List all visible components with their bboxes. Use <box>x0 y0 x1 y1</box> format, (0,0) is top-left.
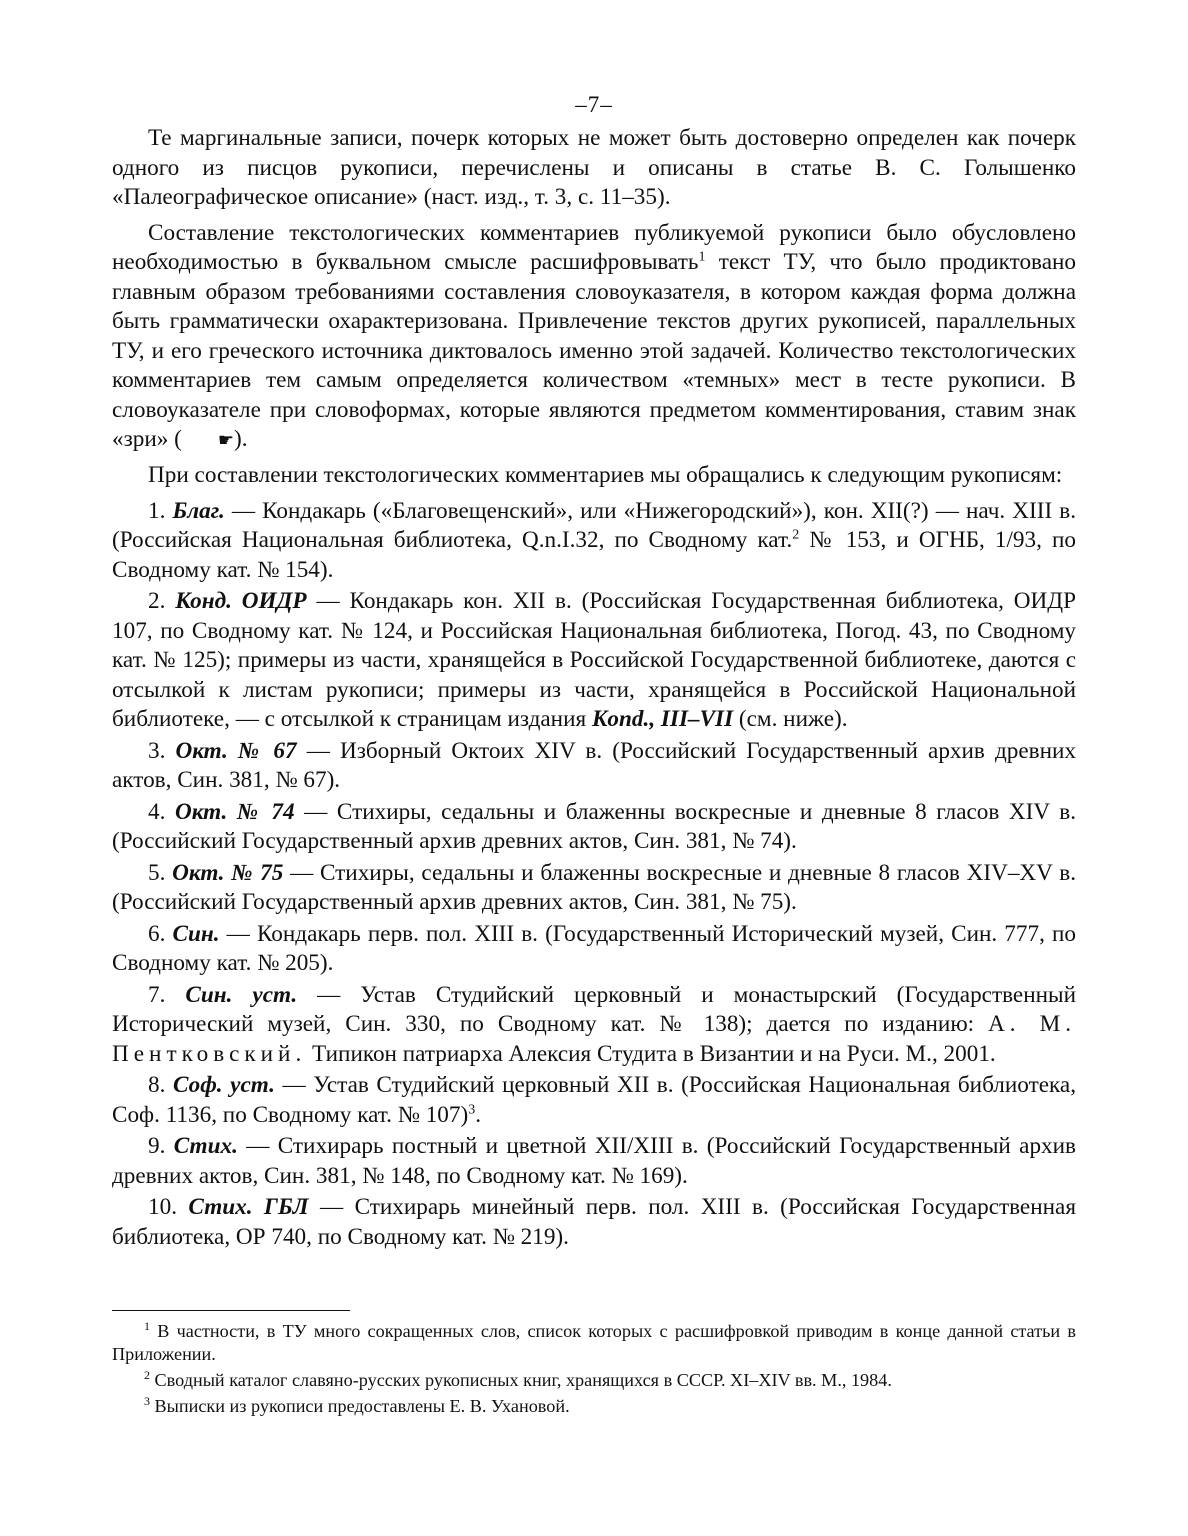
list-item: 8. Соф. уст. — Устав Студийский церковный XII в. (Российская Национальная библиотека, Соф. 1136, по Сводному кат. № 107)$^3$. <box>112 1072 1076 1128</box>
paragraph-text: ). <box>234 426 248 452</box>
list-item: 9. Стих. — Стихирарь постный и цветной XII/XIII в. (Российский Государственный архив древних актов, Син. 381, № 148, по Сводному кат. № 169). <box>112 1133 1076 1189</box>
footnote <box>112 1320 1076 1366</box>
paragraph-text: Составление текстологических комментариев публикуемой рукописи было обусловлено необходимостью в буквальном смысле расшифровывать <box>112 219 1076 275</box>
footnote-divider <box>112 1310 350 1311</box>
list-item: 3. Окт. № 67 — Изборный Октоих XIV в. (Российский Государственный архив древних актов, Син. 381, № 67). <box>112 737 1076 794</box>
manuscript-abbr: Окт. № 67 <box>175 737 297 764</box>
footnote-text: Сводный каталог славяно-русских рукописных книг, хранящихся в СССР. XI–XIV вв. М., 1984. <box>150 1370 892 1390</box>
list-item: 5. Окт. № 75 — Стихиры, седальны и блаженны воскресные и дневные 8 гласов XIV–XV в. (Российский Государственный архив древних актов, Син. 381, № 75). <box>112 859 1076 916</box>
footnote-text: Выписки из рукописи предоставлены Е. В. Ухановой. <box>150 1396 570 1416</box>
manuscript-abbr: Окт. № 74 <box>174 798 295 825</box>
footnote-ref-3[interactable]: 3 <box>468 1102 476 1118</box>
footnote <box>112 1369 1076 1392</box>
footnote-text: В частности, в ТУ много сокращенных слов, список которых с расшифровкой приводим в конце данной статьи в Приложении. <box>112 1321 1076 1364</box>
footnote-ref-1[interactable]: 1 <box>698 249 706 265</box>
page-number: –7– <box>575 92 613 117</box>
manuscript-abbr: Стих. ГБЛ <box>188 1194 309 1221</box>
main-text <box>112 124 1076 1254</box>
footnote-mark: 2 <box>144 1367 150 1382</box>
list-item: 6. Син. — Кондакарь перв. пол. XIII в. (Государственный Исторический музей, Син. 777, по Сводному кат. № 205). <box>112 920 1077 977</box>
manuscript-abbr: Син. <box>172 920 220 947</box>
manuscript-abbr: Син. уст. <box>185 981 298 1008</box>
edition-abbr: Kond., III–VII <box>591 706 734 733</box>
list-item: 2. Конд. ОИДР — Кондакарь кон. XII в. (Российская Государственная библиотека, ОИДР 107, по Сводному кат. № 124, и Российская Национальная библиотека, Погод. 43, по Сводному кат. № 125); примеры из части, хранящейся в Российской Государственной библиотеке, даются с отсылкой к листам рукописи; примеры из части, хранящейся в Российской Национальной библиотеке, — с отсылкой к страницам издания Kond., III–VII (см. ниже). <box>112 588 1077 733</box>
author-name: А. М. Пентковский. <box>112 1011 1076 1067</box>
manuscript-abbr: Соф. уст. <box>172 1072 275 1099</box>
manuscript-abbr: Окт. № 75 <box>172 859 284 886</box>
paragraph-commentary <box>112 219 1076 456</box>
pointing-hand-icon: ☛ <box>217 429 235 450</box>
footnote <box>112 1395 1076 1418</box>
footnote-mark: 3 <box>144 1393 150 1408</box>
footnote-mark: 1 <box>144 1318 150 1333</box>
paragraph-marginalia: Те маргинальные записи, почерк которых не может быть достоверно определен как почерк одного из писцов рукописи, перечислены и описаны в статье В. С. Голышенко «Палеографическое описание» (наст. изд., т. 3, с. 11–35). <box>112 125 1076 210</box>
paragraph-sources-intro: При составлении текстологических комментариев мы обращались к следующим рукописям: <box>148 462 1063 489</box>
list-item: 1. Благ. — Кондакарь («Благовещенский», или «Нижегородский»), кон. XII(?) — нач. XIII в. (Российская Национальная библиотека, Q.n.I.32, по Сводному кат.$^2$ № 153, и ОГНБ, 1/93, по Сводному кат. № 154). <box>112 497 1076 583</box>
list-item: 10. Стих. ГБЛ — Стихирарь минейный перв. пол. XIII в. (Российская Государственная библиотека, ОР 740, по Сводному кат. № 219). <box>112 1194 1076 1250</box>
footnotes <box>112 1320 1076 1421</box>
manuscript-abbr: Стих. <box>173 1133 238 1160</box>
list-item: 4. Окт. № 74 — Стихиры, седальны и блаженны воскресные и дневные 8 гласов XIV в. (Российский Государственный архив древних актов, Син. 381, № 74). <box>112 798 1076 855</box>
list-item: 7. Син. уст. — Устав Студийский церковный и монастырский (Государственный Исторический музей, Син. 330, по Сводному кат. № 138); дается по изданию: А. М. Пентковский. Типикон патриарха Алексия Студита в Византии и на Руси. М., 2001. <box>112 981 1077 1067</box>
manuscript-abbr: Благ. <box>172 497 225 524</box>
paragraph-text: текст ТУ, что было продиктовано главным образом требованиями составления словоуказателя, в котором каждая форма должна быть грамматически охарактеризована. Привлечение текстов других рукописей, параллельных ТУ, и его греческого источника диктовалось именно этой задачей. Количество текстологических комментариев тем самым определяется количеством «темных» мест в тесте рукописи. В словоуказателе при словоформах, которые являются предметом комментирования, ставим знак «зри» ( <box>112 249 1076 452</box>
manuscript-abbr: Конд. ОИДР <box>175 588 307 615</box>
footnote-ref-2[interactable]: 2 <box>792 527 800 543</box>
